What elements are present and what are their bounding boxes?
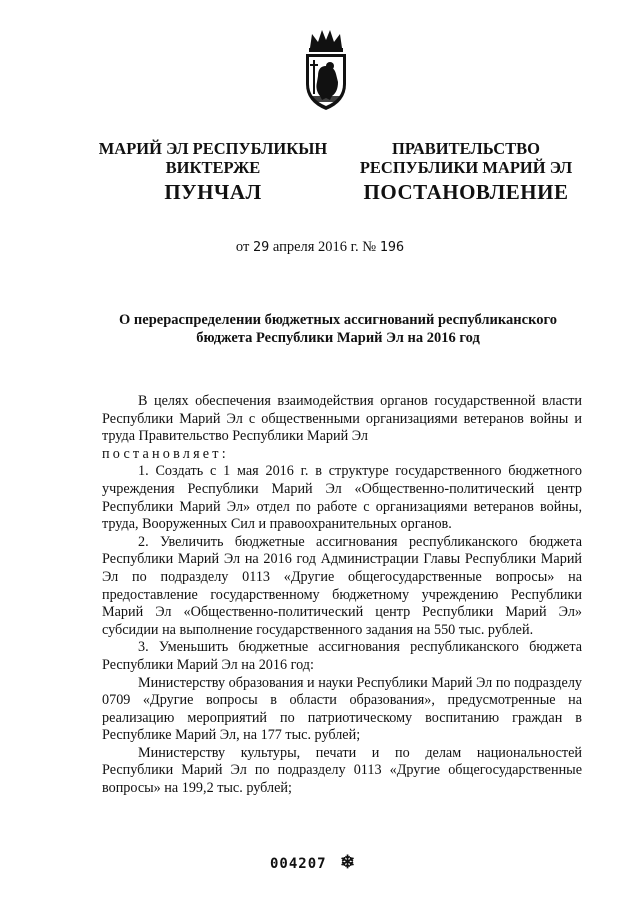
body-paragraph-5: Министерству культуры, печати и по делам национальностей Республики Марий Эл по подразделу 0113 «Другие общегосударственные вопросы» на 199,2 тыс. рублей; — [102, 744, 582, 797]
header-right-line2: РЕСПУБЛИКИ МАРИЙ ЭЛ — [359, 158, 573, 177]
preamble-text: В целях обеспечения взаимодействия органов государственной власти Республики Марий Эл с общественными организациями ветеранов войны и труда Правительство Республики Марий Эл — [102, 393, 582, 445]
header-right-authority — [336, 139, 596, 177]
doc-type-right: ПОСТАНОВЛЕНИЕ — [363, 180, 569, 204]
date-day: 29 — [252, 239, 270, 255]
document-number: 196 — [379, 239, 405, 255]
body-paragraph-preamble — [102, 393, 582, 463]
footer-serial-number: 004207 — [270, 856, 327, 872]
coat-of-arms-icon — [300, 26, 352, 112]
body-paragraph-2: 2. Увеличить бюджетные ассигнования республиканского бюджета Республики Марий Эл на 2016 год Администрации Главы Республики Марий Эл по подразделу 0113 «Другие общегосударственные вопросы» на предоставление государственному бюджетному учреждению Республики Марий Эл «Общественно-политический центр Республики Марий Эл» субсидии на выполнение государственного задания на 550 тыс. рублей. — [102, 533, 582, 638]
header-left-authority — [88, 139, 338, 177]
body-paragraph-1: 1. Создать с 1 мая 2016 г. в структуре государственного бюджетного учреждения Республики Марий Эл «Общественно-политический центр Республики Марий Эл» отдел по работе с организациями ветеранов войны, труда, Вооруженных Сил и правоохранительных органов. — [102, 463, 582, 533]
document-title — [88, 311, 588, 347]
doc-type-left: ПУНЧАЛ — [164, 180, 262, 204]
header-left-line2: ВИКТЕРЖЕ — [165, 158, 261, 177]
title-line1: О перераспределении бюджетных ассигнований республиканского — [119, 312, 557, 328]
decree-verb: постановляет: — [102, 445, 229, 462]
body-paragraph-3: 3. Уменьшить бюджетные ассигнования республиканского бюджета Республики Марий Эл на 2016 год: — [102, 639, 582, 673]
body-paragraph-4: Министерству образования и науки Республики Марий Эл по подразделу 0709 «Другие вопросы в области образования», предусмотренные на реализацию мероприятий по патриотическому воспитанию граждан в Республике Марий Эл, на 177 тыс. рублей; — [102, 674, 582, 744]
footer-snowflake-icon: ❄ — [340, 852, 356, 872]
date-prefix: от — [235, 239, 250, 255]
header-left-line1: МАРИЙ ЭЛ РЕСПУБЛИКЫН — [98, 139, 328, 158]
title-line2: бюджета Республики Марий Эл на 2016 год — [196, 330, 480, 346]
document-body — [102, 393, 582, 798]
date-month-year: апреля 2016 г. № — [272, 239, 377, 255]
header-right-line1: ПРАВИТЕЛЬСТВО — [392, 139, 540, 158]
document-date — [0, 239, 640, 256]
